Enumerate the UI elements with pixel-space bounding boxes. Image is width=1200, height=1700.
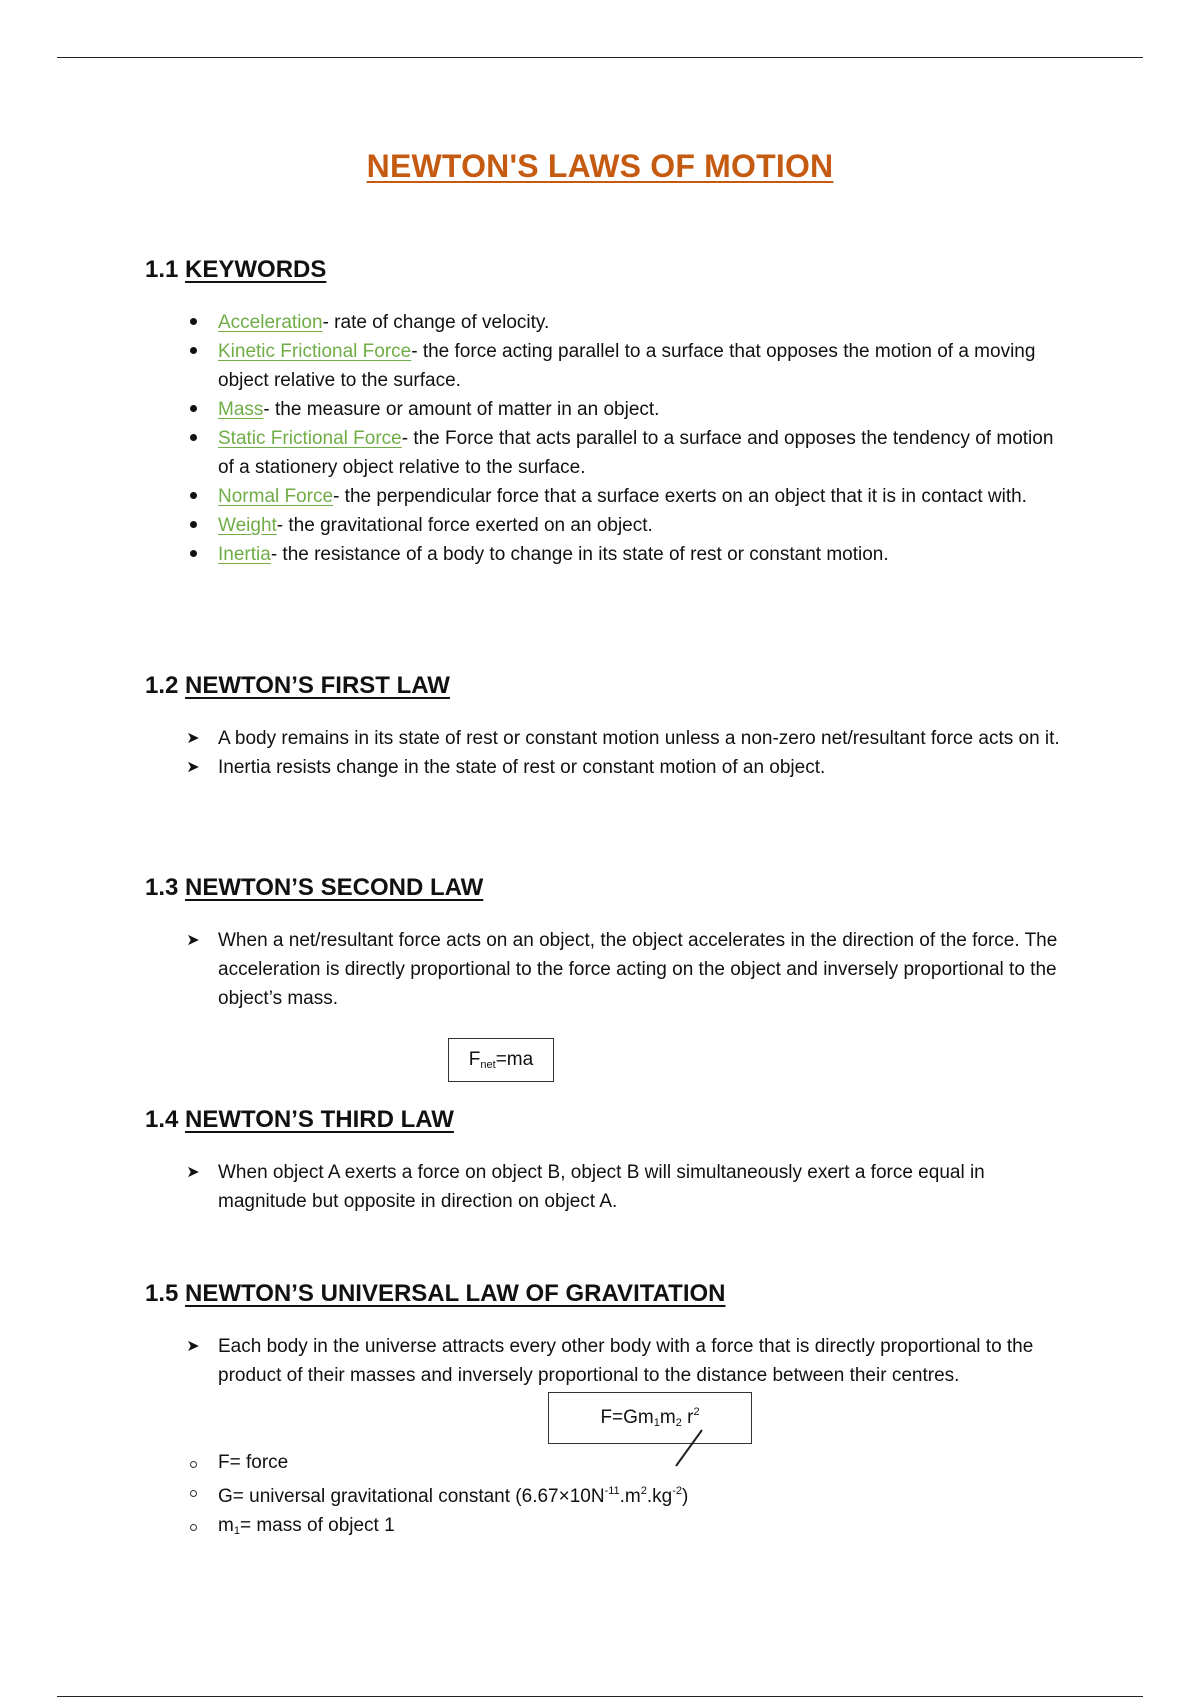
keyword-term: Weight (218, 515, 277, 536)
bottom-rule (57, 1696, 1143, 1697)
keyword-term: Inertia (218, 544, 271, 565)
exponent: 2 (640, 1485, 647, 1497)
list-item (145, 424, 1065, 482)
section-heading-first-law (145, 672, 450, 700)
section-title: KEYWORDS (185, 256, 327, 283)
variable-def: .kg (646, 1486, 673, 1507)
second-law-list (145, 926, 1065, 1013)
formula-symbol: F (468, 1049, 481, 1070)
bullet-icon (182, 308, 204, 337)
formula-part: r (681, 1407, 694, 1428)
variable-def: m (218, 1515, 234, 1536)
bullet-icon (182, 540, 204, 569)
arrow-bullet-icon: ➤ (186, 730, 200, 747)
section-number: 1.1 (145, 256, 179, 283)
law-point: Inertia resists change in the state of rest or constant motion of an object. (218, 757, 826, 778)
keyword-term: Static Frictional Force (218, 428, 402, 449)
section-title: NEWTON’S UNIVERSAL LAW OF GRAVITATION (185, 1280, 726, 1307)
section-number: 1.2 (145, 672, 179, 699)
keyword-definition: - the perpendicular force that a surface exerts on an object that it is in contact with. (333, 486, 1027, 507)
arrow-bullet-icon: ➤ (186, 1164, 200, 1181)
formula-subscript: net (480, 1059, 496, 1071)
arrow-bullet-icon: ➤ (186, 1338, 200, 1355)
variable-def: .m (619, 1486, 641, 1507)
keyword-definition: - the force acting parallel to a surface that opposes the motion of a moving object relative to the surface. (218, 341, 1036, 391)
page-title: NEWTON'S LAWS OF MOTION (366, 148, 834, 184)
list-item (145, 540, 1065, 569)
circle-bullet-icon (182, 1511, 204, 1540)
section-heading-third-law (145, 1106, 454, 1134)
circle-bullet-icon (182, 1477, 204, 1506)
variable-def: G= universal gravitational constant (6.67×10N (218, 1486, 605, 1507)
bullet-icon (182, 424, 204, 453)
list-item (145, 308, 1065, 337)
keyword-definition: - the resistance of a body to change in its state of rest or constant motion. (270, 544, 889, 565)
bullet-icon (182, 395, 204, 424)
list-item (145, 753, 1065, 782)
law-point: Each body in the universe attracts every other body with a force that is directly proportional to the product of their masses and inversely proportional to the distance between their centres. (218, 1336, 1034, 1386)
list-item (145, 511, 1065, 540)
list-item (145, 395, 1065, 424)
list-item (145, 724, 1065, 753)
subscript: 1 (233, 1525, 240, 1537)
keyword-definition: - the gravitational force exerted on an object. (276, 515, 653, 536)
exponent: -2 (672, 1485, 683, 1497)
bullet-icon (182, 511, 204, 540)
third-law-list (145, 1158, 1065, 1216)
formula-superscript: 2 (693, 1406, 700, 1418)
bullet-icon (182, 337, 204, 366)
list-item (145, 1511, 1065, 1546)
second-law-formula-box (448, 1038, 554, 1082)
section-heading-second-law (145, 874, 483, 902)
list-item (145, 1158, 1065, 1216)
section-number: 1.3 (145, 874, 179, 901)
formula-part: F=Gm (600, 1407, 654, 1428)
variables-list (145, 1448, 1065, 1546)
formula-rest: =ma (495, 1049, 534, 1070)
gravitation-list (145, 1332, 1065, 1390)
list-item (145, 1448, 1065, 1477)
arrow-bullet-icon: ➤ (186, 759, 200, 776)
law-point: When a net/resultant force acts on an object, the object accelerates in the direction of the force. The acceleration is directly proportional to the force acting on the object and inversely proportional to the object’s mass. (218, 930, 1058, 1009)
arrow-bullet-icon: ➤ (186, 932, 200, 949)
list-item (145, 337, 1065, 395)
list-item (145, 482, 1065, 511)
first-law-list (145, 724, 1065, 782)
variable-def: ) (682, 1486, 689, 1507)
bullet-icon (182, 482, 204, 511)
keyword-term: Kinetic Frictional Force (218, 341, 412, 362)
keyword-term: Normal Force (218, 486, 334, 507)
section-number: 1.5 (145, 1280, 179, 1307)
formula-subscript: 2 (675, 1417, 682, 1429)
list-item (145, 1332, 1065, 1390)
section-heading-gravitation (145, 1280, 726, 1308)
exponent: -11 (604, 1485, 620, 1497)
section-title: NEWTON’S FIRST LAW (185, 672, 450, 699)
law-point: A body remains in its state of rest or constant motion unless a non-zero net/resultant force acts on it. (218, 728, 1060, 749)
list-item (145, 926, 1065, 1013)
section-title: NEWTON’S THIRD LAW (185, 1106, 454, 1133)
keyword-definition: - rate of change of velocity. (322, 312, 550, 333)
section-heading-keywords (145, 256, 326, 284)
list-item (145, 1477, 1065, 1511)
keyword-definition: - the measure or amount of matter in an object. (263, 399, 660, 420)
top-rule (57, 57, 1143, 58)
keyword-term: Mass (218, 399, 264, 420)
circle-bullet-icon (182, 1448, 204, 1477)
section-number: 1.4 (145, 1106, 179, 1133)
keywords-list (145, 308, 1065, 569)
variable-def: F= force (218, 1452, 289, 1473)
section-title: NEWTON’S SECOND LAW (185, 874, 484, 901)
gravitation-formula-box (548, 1392, 752, 1444)
variable-def: = mass of object 1 (239, 1515, 395, 1536)
formula-part: m (659, 1407, 676, 1428)
formula-subscript: 1 (653, 1417, 660, 1429)
keyword-term: Acceleration (218, 312, 323, 333)
law-point: When object A exerts a force on object B, object B will simultaneously exert a force equal in magnitude but opposite in direction on object A. (218, 1162, 985, 1212)
keyword-definition: - the Force that acts parallel to a surface and opposes the tendency of motion of a stationery object relative to the surface. (218, 428, 1054, 478)
